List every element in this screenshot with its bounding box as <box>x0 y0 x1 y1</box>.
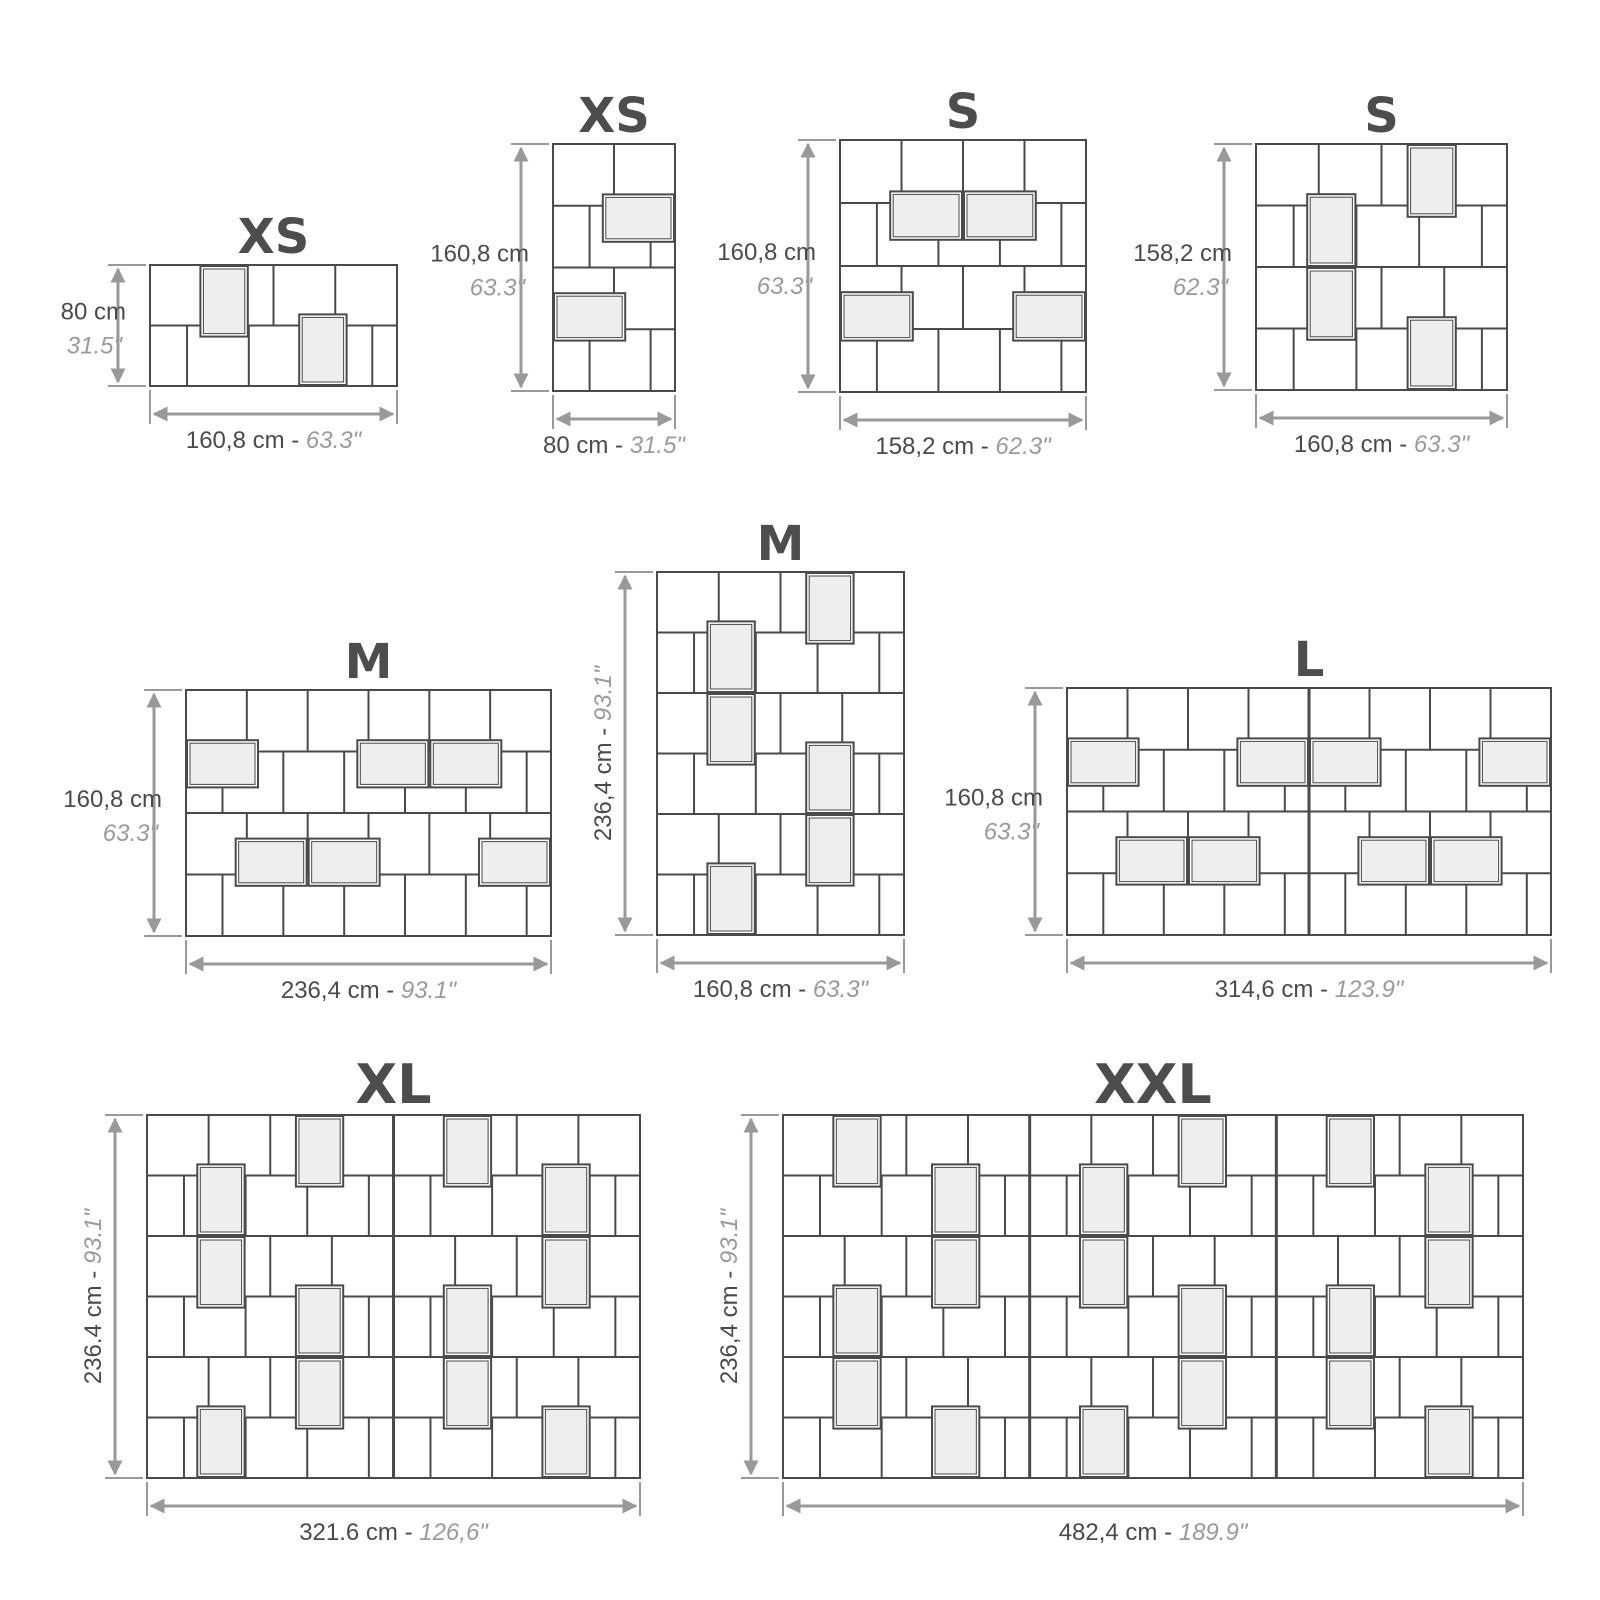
size-label: M <box>756 516 805 572</box>
storage-box <box>444 1116 491 1187</box>
storage-box <box>1068 738 1139 785</box>
storage-box <box>1080 1406 1127 1477</box>
storage-box <box>932 1164 979 1235</box>
storage-box <box>1013 292 1085 340</box>
storage-box <box>309 839 380 886</box>
storage-box <box>603 194 674 241</box>
width-label: 321.6 cm - 126,6" <box>299 1519 488 1546</box>
shelf-grid <box>1067 688 1551 935</box>
storage-box <box>932 1406 979 1477</box>
storage-box <box>1425 1406 1472 1477</box>
unit-xs-0 <box>61 209 397 454</box>
storage-box <box>806 815 853 886</box>
unit-s-2 <box>717 84 1086 460</box>
height-dimension <box>430 144 549 391</box>
storage-box <box>707 694 754 765</box>
unit-m-5 <box>590 516 904 1003</box>
height-label-in: 63.3" <box>102 820 158 847</box>
width-label: 158,2 cm - 62.3" <box>875 433 1051 460</box>
storage-box <box>1307 268 1355 340</box>
storage-box <box>479 839 550 886</box>
storage-box <box>833 1285 880 1356</box>
storage-box <box>1425 1164 1472 1235</box>
storage-box <box>1327 1285 1374 1356</box>
storage-box <box>299 314 346 385</box>
width-dimension <box>840 396 1086 460</box>
storage-box <box>890 191 962 239</box>
storage-box <box>430 740 501 787</box>
size-label: XS <box>578 88 650 144</box>
height-dimension <box>63 690 182 936</box>
height-label-in: 62.3" <box>1172 274 1228 301</box>
width-label: 482,4 cm - 189.9" <box>1058 1519 1248 1546</box>
unit-l-6 <box>944 632 1551 1003</box>
height-label-cm: 80 cm <box>60 298 126 326</box>
unit-xs-1 <box>430 88 686 459</box>
size-label: XXL <box>1094 1053 1212 1116</box>
height-dimension <box>80 1115 143 1478</box>
size-label: M <box>344 634 393 690</box>
size-label: S <box>1364 88 1399 144</box>
storage-box <box>444 1285 491 1356</box>
storage-box <box>1431 837 1502 884</box>
shelf-grid <box>1256 144 1507 390</box>
storage-box <box>707 621 754 692</box>
height-label-cm: 160,8 cm <box>717 239 816 266</box>
height-label: 236,4 cm - 93.1" <box>590 665 617 842</box>
storage-box <box>833 1358 880 1429</box>
width-dimension <box>657 939 904 1003</box>
shelf-grid <box>657 572 904 935</box>
storage-box <box>932 1237 979 1308</box>
storage-box <box>833 1116 880 1187</box>
storage-box <box>200 266 247 337</box>
storage-box <box>197 1406 244 1477</box>
height-label-cm: 158,2 cm <box>1133 240 1232 267</box>
storage-box <box>542 1237 589 1308</box>
height-dimension <box>1133 144 1252 390</box>
storage-box <box>1408 145 1456 217</box>
size-label: S <box>945 84 981 140</box>
storage-box <box>1327 1358 1374 1429</box>
storage-box <box>444 1358 491 1429</box>
width-dimension <box>150 390 397 454</box>
shelf-grid <box>840 140 1086 392</box>
width-dimension <box>1067 939 1551 1003</box>
storage-box <box>1189 837 1260 884</box>
width-label: 236,4 cm - 93.1" <box>280 977 457 1004</box>
storage-box <box>707 863 754 934</box>
storage-box <box>296 1285 343 1356</box>
storage-box <box>1310 738 1381 785</box>
unit-xl-7 <box>80 1053 640 1546</box>
shelf-grid <box>186 690 551 936</box>
unit-xxl-8 <box>716 1053 1523 1546</box>
storage-box <box>1479 738 1550 785</box>
storage-box <box>296 1116 343 1187</box>
storage-box <box>554 293 625 340</box>
storage-box <box>1179 1285 1226 1356</box>
storage-box <box>1080 1237 1127 1308</box>
storage-box <box>1358 837 1429 884</box>
storage-box <box>1425 1237 1472 1308</box>
height-label-in: 63.3" <box>983 818 1039 846</box>
storage-box <box>1237 738 1308 785</box>
height-label-in: 63.3" <box>756 273 812 300</box>
height-label: 236,4 cm - 93.1" <box>716 1208 743 1385</box>
storage-box <box>187 740 258 787</box>
height-label-cm: 160,8 cm <box>944 784 1043 812</box>
storage-box <box>1080 1164 1127 1235</box>
width-dimension <box>1256 394 1507 458</box>
storage-box <box>296 1358 343 1429</box>
unit-m-4 <box>63 634 551 1004</box>
width-label: 314,6 cm - 123.9" <box>1214 976 1404 1003</box>
width-label: 80 cm - 31.5" <box>543 432 685 459</box>
width-dimension <box>186 940 551 1004</box>
height-label-in: 31.5" <box>66 332 122 360</box>
height-dimension <box>716 1115 779 1478</box>
size-label: L <box>1293 632 1325 688</box>
storage-box <box>542 1164 589 1235</box>
height-label-cm: 160,8 cm <box>430 240 529 268</box>
storage-box <box>1307 194 1355 266</box>
storage-box <box>1327 1116 1374 1187</box>
unit-s-3 <box>1133 88 1507 458</box>
storage-box <box>357 740 428 787</box>
size-label: XS <box>237 209 310 265</box>
height-label: 236.4 cm - 93.1" <box>80 1208 107 1385</box>
height-dimension <box>61 265 146 386</box>
storage-box <box>1116 837 1187 884</box>
width-label: 160,8 cm - 63.3" <box>692 976 869 1003</box>
storage-box <box>1408 317 1456 389</box>
storage-box <box>1179 1116 1226 1187</box>
storage-box <box>197 1237 244 1308</box>
height-dimension <box>944 688 1063 935</box>
height-label-in: 63.3" <box>469 274 525 302</box>
storage-box <box>1179 1358 1226 1429</box>
size-label: XL <box>355 1053 432 1116</box>
storage-box <box>542 1406 589 1477</box>
width-dimension <box>147 1482 640 1546</box>
storage-box <box>236 839 307 886</box>
height-label-cm: 160,8 cm <box>63 786 162 813</box>
storage-box <box>841 292 913 340</box>
height-dimension <box>717 140 836 392</box>
shelf-grid <box>553 144 675 391</box>
height-dimension <box>590 572 653 935</box>
width-label: 160,8 cm - 63.3" <box>185 427 362 454</box>
storage-box <box>197 1164 244 1235</box>
shelf-grid <box>150 265 397 386</box>
shelf-grid <box>783 1115 1523 1478</box>
storage-box <box>806 573 853 644</box>
width-dimension <box>543 395 686 459</box>
width-label: 160,8 cm - 63.3" <box>1293 431 1470 458</box>
storage-box <box>964 191 1036 239</box>
storage-box <box>806 742 853 813</box>
width-dimension <box>783 1482 1523 1546</box>
